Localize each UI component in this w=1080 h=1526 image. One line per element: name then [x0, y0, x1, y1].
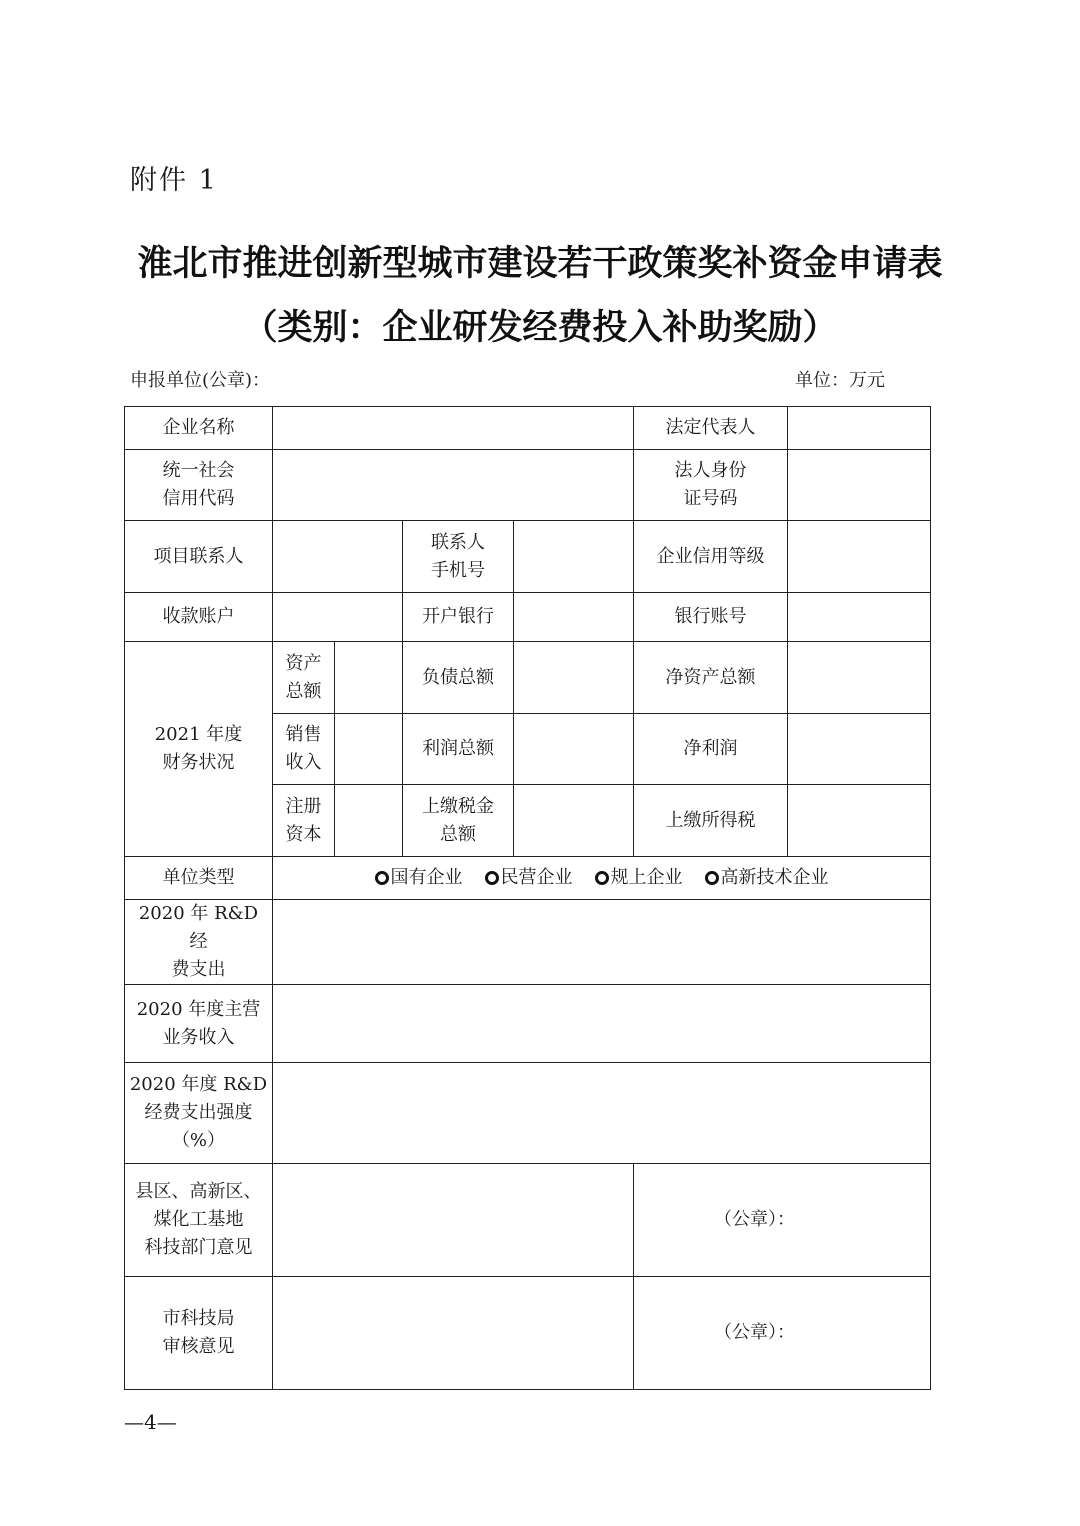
income-tax-field[interactable]	[788, 785, 931, 857]
credit-grade-field[interactable]	[788, 521, 931, 593]
project-contact-field[interactable]	[273, 521, 403, 593]
currency-unit-label: 单位：万元	[795, 370, 885, 391]
city-opinion-label: 市科技局 审核意见	[125, 1277, 273, 1390]
total-profit-label: 利润总额	[403, 714, 514, 785]
id-number-label: 法人身份 证号码	[634, 450, 788, 521]
county-opinion-field[interactable]	[273, 1164, 634, 1277]
table-row	[125, 857, 931, 900]
project-contact-label: 项目联系人	[125, 521, 273, 593]
taxes-field[interactable]	[514, 785, 634, 857]
bank-account-label: 银行账号	[634, 593, 788, 642]
table-row	[125, 1277, 931, 1390]
sales-field[interactable]	[335, 714, 403, 785]
table-row	[125, 593, 931, 642]
table-row	[125, 900, 931, 985]
page-number: —4—	[124, 1410, 177, 1434]
id-number-field[interactable]	[788, 450, 931, 521]
receiving-account-field[interactable]	[273, 593, 403, 642]
rd-intensity-field[interactable]	[273, 1063, 931, 1164]
total-profit-field[interactable]	[514, 714, 634, 785]
total-assets-label: 资产 总额	[273, 642, 335, 714]
unit-type-options	[273, 857, 931, 900]
credit-code-field[interactable]	[273, 450, 634, 521]
radio-circle-icon	[705, 871, 719, 885]
main-revenue-field[interactable]	[273, 985, 931, 1063]
net-assets-label: 净资产总额	[634, 642, 788, 714]
attachment-label: 附件 1	[130, 165, 218, 196]
total-liabilities-label: 负债总额	[403, 642, 514, 714]
table-row	[125, 985, 931, 1063]
form-title: 淮北市推进创新型城市建设若干政策奖补资金申请表	[137, 244, 943, 284]
net-profit-label: 净利润	[634, 714, 788, 785]
credit-grade-label: 企业信用等级	[634, 521, 788, 593]
applicant-unit-label: 申报单位(公章)：	[130, 370, 271, 391]
city-seal: （公章）：	[634, 1277, 931, 1390]
radio-circle-icon	[375, 871, 389, 885]
county-opinion-label: 县区、高新区、 煤化工基地 科技部门意见	[125, 1164, 273, 1277]
rd-expense-label: 2020 年 R&D 经 费支出	[125, 900, 273, 985]
total-liabilities-field[interactable]	[514, 642, 634, 714]
net-assets-field[interactable]	[788, 642, 931, 714]
bank-field[interactable]	[514, 593, 634, 642]
registered-capital-field[interactable]	[335, 785, 403, 857]
rd-expense-field[interactable]	[273, 900, 931, 985]
unit-type-label: 单位类型	[125, 857, 273, 900]
table-row	[125, 642, 931, 714]
unit-type-option-high-tech[interactable]: 高新技术企业	[705, 864, 829, 892]
legal-rep-field[interactable]	[788, 407, 931, 450]
legal-rep-label: 法定代表人	[634, 407, 788, 450]
contact-phone-label: 联系人 手机号	[403, 521, 514, 593]
bank-account-field[interactable]	[788, 593, 931, 642]
receiving-account-label: 收款账户	[125, 593, 273, 642]
net-profit-field[interactable]	[788, 714, 931, 785]
unit-type-option-above-scale[interactable]: 规上企业	[595, 864, 683, 892]
taxes-label: 上缴税金 总额	[403, 785, 514, 857]
table-row	[125, 521, 931, 593]
income-tax-label: 上缴所得税	[634, 785, 788, 857]
table-row	[125, 1164, 931, 1277]
table-row	[125, 450, 931, 521]
application-form-table	[124, 406, 931, 1390]
table-row	[125, 1063, 931, 1164]
main-revenue-label: 2020 年度主营 业务收入	[125, 985, 273, 1063]
radio-circle-icon	[595, 871, 609, 885]
rd-intensity-label: 2020 年度 R&D 经费支出强度 （%）	[125, 1063, 273, 1164]
sales-label: 销售 收入	[273, 714, 335, 785]
table-row	[125, 407, 931, 450]
bank-label: 开户银行	[403, 593, 514, 642]
company-name-label: 企业名称	[125, 407, 273, 450]
city-opinion-field[interactable]	[273, 1277, 634, 1390]
credit-code-label: 统一社会 信用代码	[125, 450, 273, 521]
registered-capital-label: 注册 资本	[273, 785, 335, 857]
total-assets-field[interactable]	[335, 642, 403, 714]
finance-section-label: 2021 年度 财务状况	[125, 642, 273, 857]
county-seal: （公章）：	[634, 1164, 931, 1277]
unit-type-option-state-owned[interactable]: 国有企业	[375, 864, 463, 892]
unit-type-option-private[interactable]: 民营企业	[485, 864, 573, 892]
form-subtitle: （类别：企业研发经费投入补助奖励）	[242, 308, 838, 348]
radio-circle-icon	[485, 871, 499, 885]
contact-phone-field[interactable]	[514, 521, 634, 593]
company-name-field[interactable]	[273, 407, 634, 450]
